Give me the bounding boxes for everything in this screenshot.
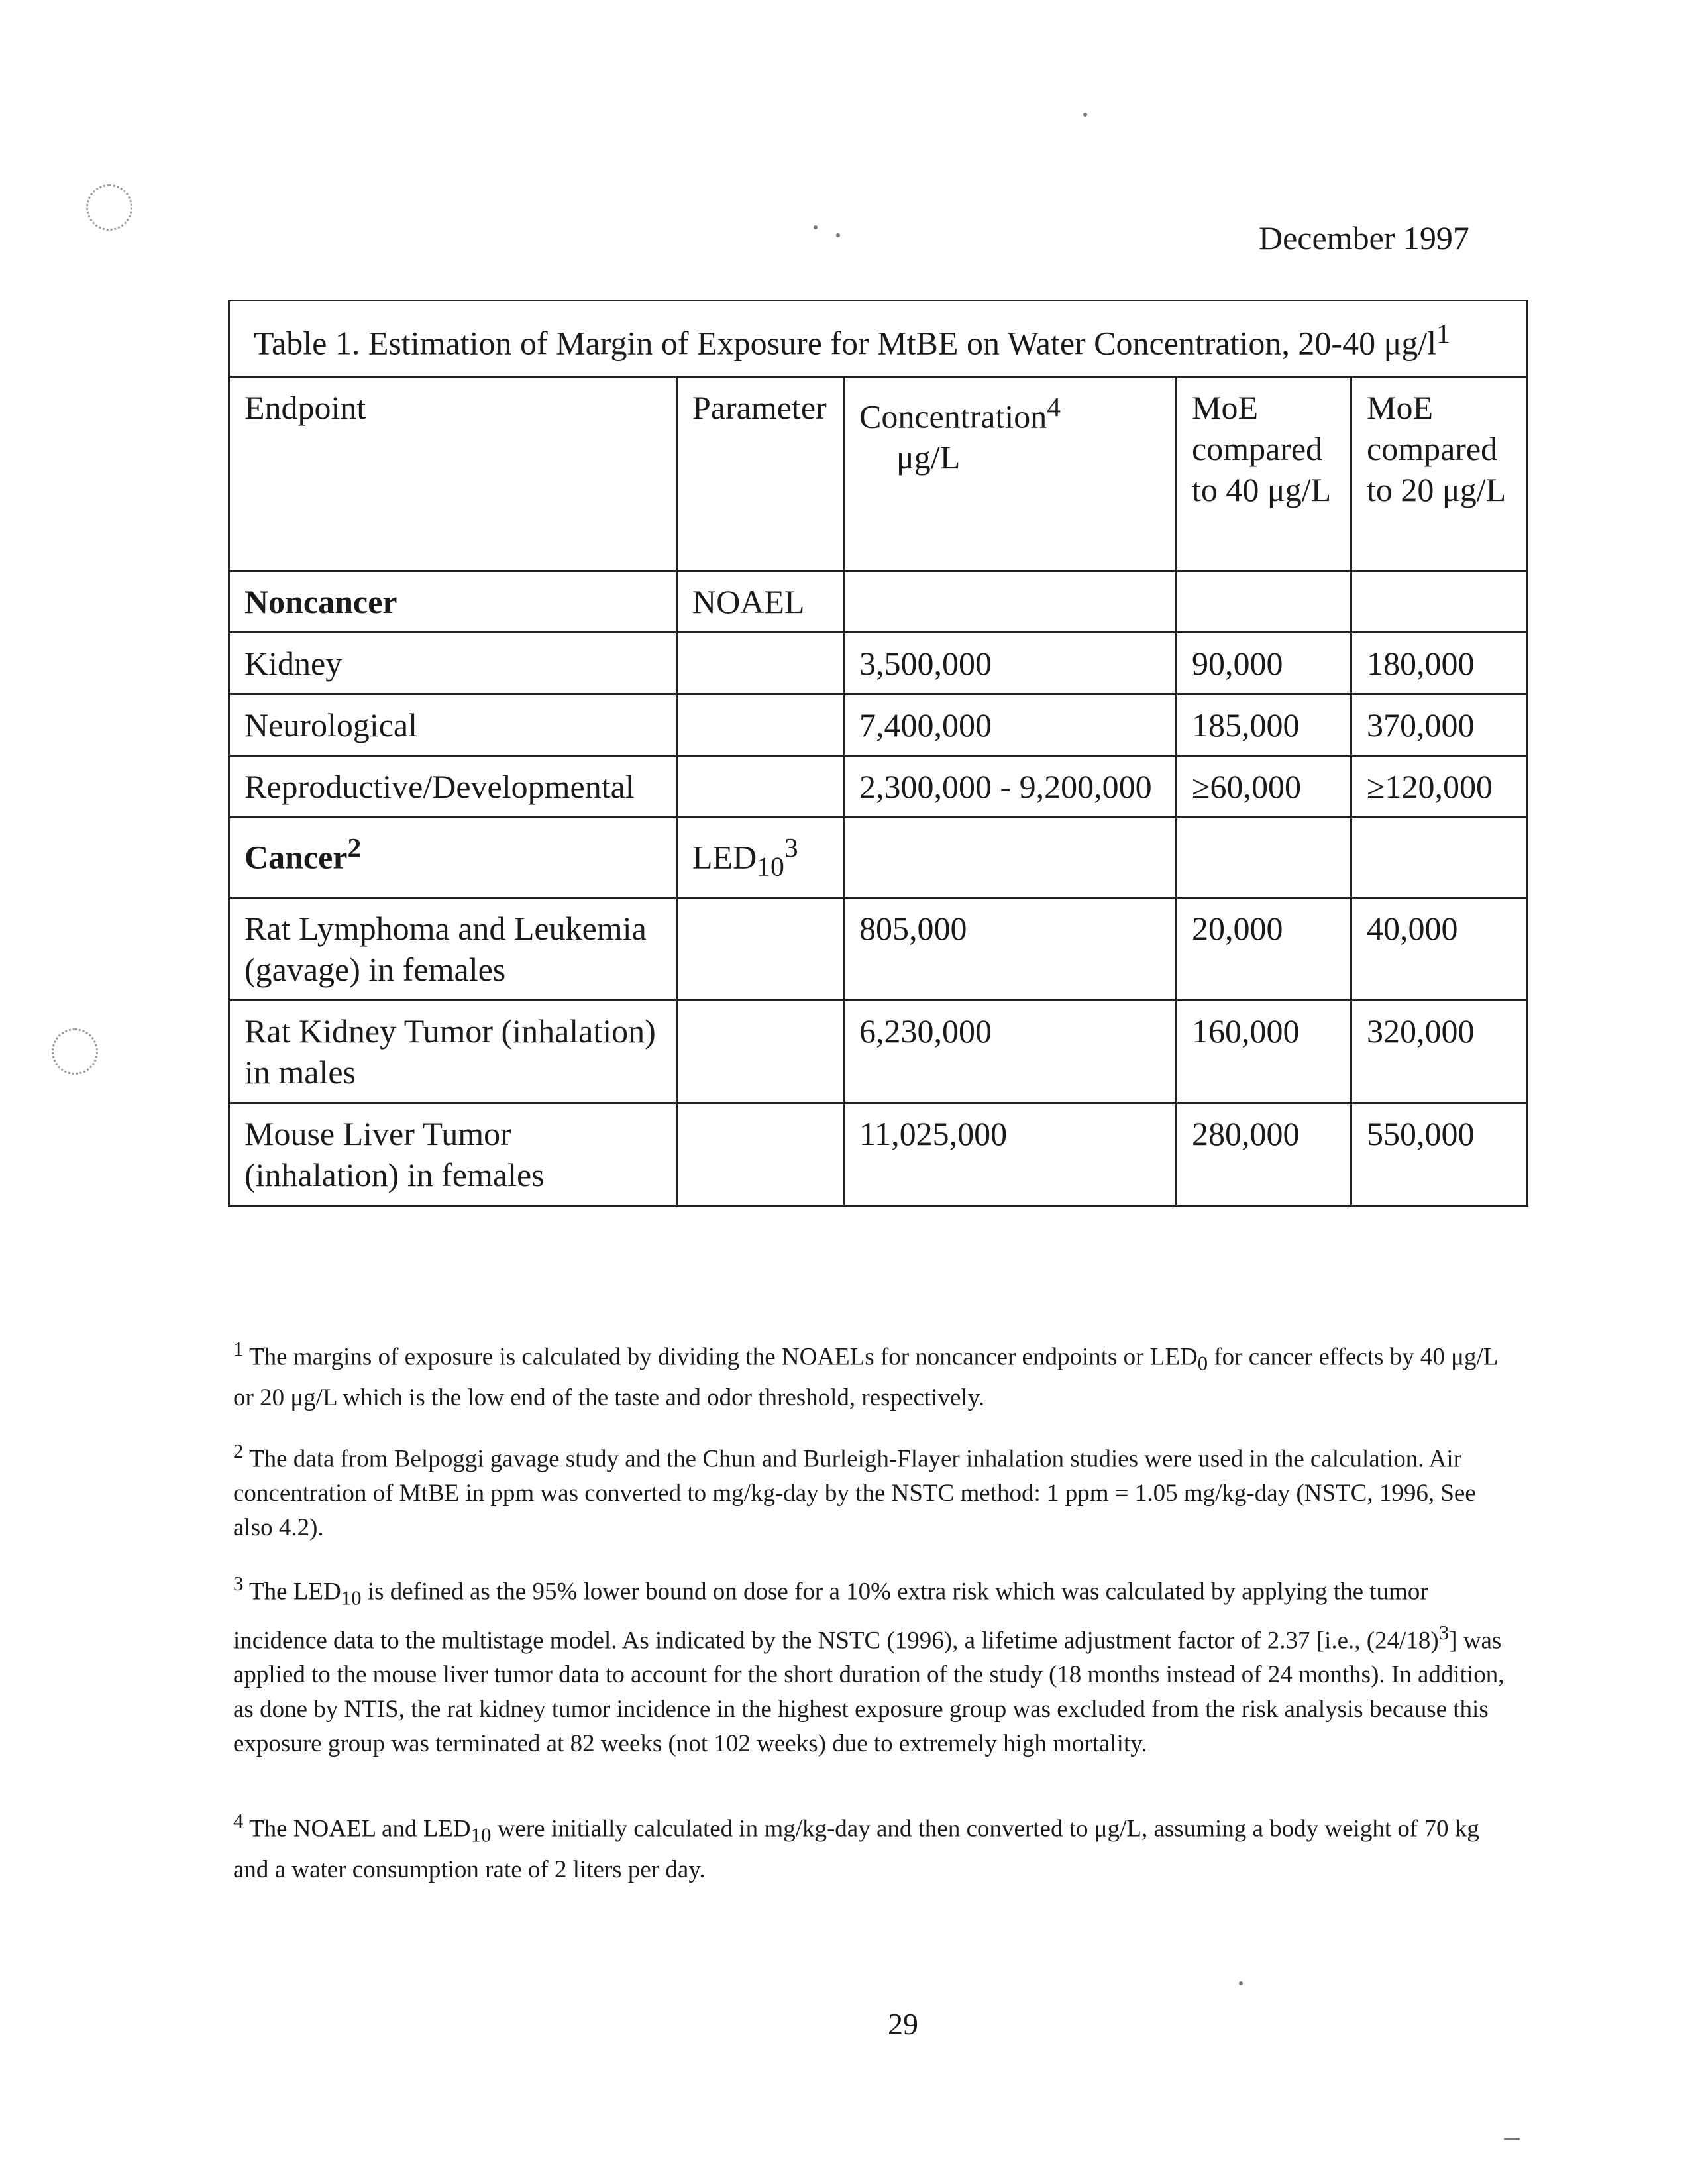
column-header-moe-40: MoE compared to 40 μg/L [1177, 376, 1352, 571]
moe40-cell: 160,000 [1177, 1001, 1352, 1103]
section-row-noncancer [229, 571, 1528, 632]
table-row [229, 1103, 1528, 1206]
footnote-2: $^2$ The data from Belpoggi gavage study and the Chun and Burleigh-Flayer inhalation studies were used in the calculation. Air concentration of MtBE in ppm was converted to mg/kg-day by the NSTC method: 1 ppm = 1.05 mg/kg-day (NSTC, 1996, See also 4.2). [233, 1440, 1476, 1542]
moe20-cell: 550,000 [1352, 1103, 1528, 1206]
section-label: Noncancer [229, 571, 677, 632]
column-header-parameter: Parameter [677, 376, 844, 571]
scan-speck [814, 225, 818, 229]
concentration-cell: 7,400,000 [844, 694, 1177, 755]
scan-speck [1083, 113, 1087, 117]
punch-hole-mark [86, 184, 132, 231]
document-date: December 1997 [1259, 219, 1469, 256]
section-parameter: NOAEL [677, 571, 844, 632]
page-number: 29 [888, 2007, 918, 2041]
punch-hole-mark [52, 1028, 98, 1075]
endpoint-cell: Rat Kidney Tumor (inhalation) in males [229, 1001, 677, 1103]
table-row [229, 898, 1528, 1001]
section-parameter: $LED_{10}^3$ [677, 817, 844, 898]
moe40-cell: ≥60,000 [1177, 755, 1352, 817]
column-header-moe-20: MoE compared to 20 μg/L [1352, 376, 1528, 571]
table-row [229, 632, 1528, 694]
moe20-cell: 320,000 [1352, 1001, 1528, 1103]
parameter-cell [677, 898, 844, 1001]
endpoint-cell: Neurological [229, 694, 677, 755]
concentration-cell: 3,500,000 [844, 632, 1177, 694]
moe40-cell: 280,000 [1177, 1103, 1352, 1206]
scan-speck [1504, 2138, 1520, 2140]
scan-speck [1239, 1981, 1243, 1985]
concentration-cell: 6,230,000 [844, 1001, 1177, 1103]
moe40-cell: 185,000 [1177, 694, 1352, 755]
moe20-cell: ≥120,000 [1352, 755, 1528, 817]
section-label: Cancer$^2$ [229, 817, 677, 898]
section-row-cancer [229, 817, 1528, 898]
footnote-1: $^1$ The margins of exposure is calculated by dividing the NOAELs for noncancer endpoints or $LED_0$ for cancer effects by 40 μg/L or 20 μg/L which is the low end of the taste and odor threshold, respectively. [233, 1338, 1498, 1411]
concentration-cell: 11,025,000 [844, 1103, 1177, 1206]
parameter-cell [677, 1001, 844, 1103]
endpoint-cell: Rat Lymphoma and Leukemia (gavage) in females [229, 898, 677, 1001]
column-header-concentration: Concentration$^4$ μg/L [844, 376, 1177, 571]
scan-speck [836, 233, 840, 237]
footnote-4: $^4$ The NOAEL and $LED_{10}$ were initially calculated in mg/kg-day and then converted to μg/L, assuming a body weight of 70 kg and a water consumption rate of 2 liters per day. [233, 1810, 1479, 1883]
table-title-row [229, 301, 1528, 377]
table-title: Table 1. Estimation of Margin of Exposure for MtBE on Water Concentration, 20-40 $\mu g/l^1$ [229, 301, 1528, 377]
endpoint-cell: Mouse Liver Tumor (inhalation) in females [229, 1103, 677, 1206]
parameter-cell [677, 1103, 844, 1206]
endpoint-cell: Reproductive/Developmental [229, 755, 677, 817]
moe40-cell: 20,000 [1177, 898, 1352, 1001]
column-header-endpoint: Endpoint [229, 376, 677, 571]
parameter-cell [677, 755, 844, 817]
moe40-cell: 90,000 [1177, 632, 1352, 694]
table-row [229, 1001, 1528, 1103]
moe20-cell: 370,000 [1352, 694, 1528, 755]
moe-table [228, 300, 1528, 1207]
concentration-cell: 805,000 [844, 898, 1177, 1001]
parameter-cell [677, 632, 844, 694]
parameter-cell [677, 694, 844, 755]
moe20-cell: 180,000 [1352, 632, 1528, 694]
table-row [229, 694, 1528, 755]
endpoint-cell: Kidney [229, 632, 677, 694]
footnote-3: $^3$ The $LED_{10}$ is defined as the 95% lower bound on dose for a 10% extra risk which was calculated by applying the tumor incidence data to the multistage model. As indicated by the NSTC (1996), a lifetime adjustment factor of 2.37 [i.e., $(24/18)^3$] was applied to the mouse liver tumor data to account for the short duration of the study (18 months instead of 24 months). In addition, as done by NTIS, the rat kidney tumor incidence in the highest exposure group was excluded from the risk analysis because this exposure group was terminated at 82 weeks (not 102 weeks) due to extremely high mortality. [233, 1572, 1505, 1758]
table-header-row [229, 376, 1528, 571]
table-row [229, 755, 1528, 817]
concentration-cell: 2,300,000 - 9,200,000 [844, 755, 1177, 817]
moe20-cell: 40,000 [1352, 898, 1528, 1001]
